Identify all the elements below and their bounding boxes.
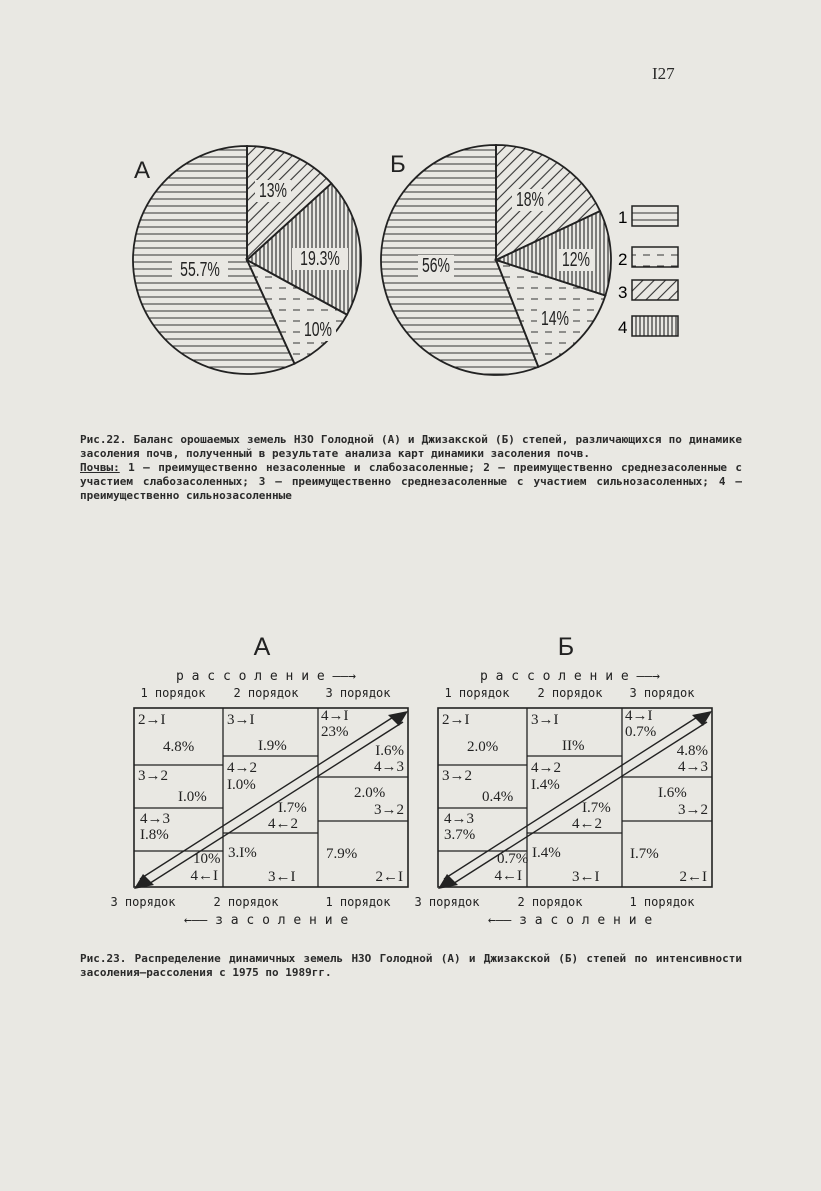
page-number: I27 — [652, 64, 675, 83]
pie-slice-label: 10% — [303, 317, 333, 341]
legend-label: 4 — [618, 318, 628, 337]
panel-title: Б — [557, 633, 575, 661]
matrix-cell-text: 3→2 — [442, 768, 472, 784]
matrix-cell-text: 4←I — [190, 868, 218, 884]
legend-item-1 — [618, 206, 678, 227]
bottom-order-label: 2 порядок — [213, 895, 279, 909]
matrix-cell-text: 4→I — [321, 708, 349, 724]
panel-title: А — [253, 633, 271, 661]
matrix-cell-text: I.7% — [278, 800, 307, 816]
matrix-cell-text: 4→3 — [678, 759, 708, 775]
matrix-cell-text: 4→2 — [227, 760, 257, 776]
matrix-cell-text: 3←I — [268, 869, 296, 885]
matrix-cell-text: I.7% — [630, 846, 659, 862]
matrix-cell-text: 3→2 — [138, 768, 168, 784]
pie-slice-label: 12% — [561, 247, 591, 271]
matrix-cell-text: 10% — [193, 851, 221, 867]
bottom-order-label: 3 порядок — [414, 895, 480, 909]
soils-label: Почвы: — [80, 461, 120, 474]
pie-chart-a — [133, 146, 361, 374]
bottom-order-label: 1 порядок — [325, 895, 391, 909]
top-order-label: 3 порядок — [325, 686, 391, 700]
soils-legend-text: 1 – преимущественно незасоленные и слабозасоленные; 2 – преимущественно среднезасоленные с участием слабозасоленных; 3 – преимущественно среднезасоленные с участием сильнозасоленных; 4 – преимущественно сильнозасоленные — [80, 461, 742, 502]
matrix-cell-text: I.0% — [178, 789, 207, 805]
matrix-cell-text: 3→I — [531, 712, 559, 728]
salination-label: ←—— з а с о л е н и е — [183, 913, 349, 928]
bottom-order-label: 1 порядок — [629, 895, 695, 909]
pie-slice-label: 55.7% — [180, 257, 220, 281]
bottom-order-label: 3 порядок — [110, 895, 176, 909]
top-order-label: 1 порядок — [444, 686, 510, 700]
salination-label: ←—— з а с о л е н и е — [487, 913, 653, 928]
figure-22-caption-text: Рис.22. Баланс орошаемых земель НЗО Голодной (А) и Джизакской (Б) степей, различающихся по динамике засоления почв, полученный в результате анализа карт динамики засоления почв. — [80, 433, 742, 460]
matrix-cell-text: I.9% — [258, 738, 287, 754]
legend-label: 2 — [618, 250, 628, 269]
matrix-cell-text: 23% — [321, 724, 349, 740]
panel-a — [110, 633, 408, 928]
legend-item-2 — [618, 247, 678, 269]
bottom-order-label: 2 порядок — [517, 895, 583, 909]
matrix-cell-text: 4→3 — [140, 811, 170, 827]
pie-slice-label: 14% — [540, 306, 570, 330]
pie-slice-label: 18% — [515, 187, 545, 211]
matrix-cell-text: I.7% — [582, 800, 611, 816]
matrix-cell-text: II% — [562, 738, 585, 754]
pie-slice-label: 56% — [421, 253, 451, 277]
matrix-cell-text: 4→3 — [444, 811, 474, 827]
matrix-cell-text: 4→2 — [531, 760, 561, 776]
matrix-cell-text: 3←I — [572, 869, 600, 885]
panel-b — [414, 633, 712, 928]
matrix-cell-text: 7.9% — [326, 846, 358, 862]
matrix-cell-text: 2→I — [442, 712, 470, 728]
pie-slice-label: 13% — [258, 178, 288, 202]
pie-chart-b — [381, 145, 611, 375]
pie-b-title: Б — [390, 151, 406, 178]
matrix-cell-text: 2.0% — [354, 785, 386, 801]
matrix-cell-text: 0.7% — [625, 724, 657, 740]
matrix-cell-text: 4→I — [625, 708, 653, 724]
matrix-cell-text: 2←I — [375, 869, 403, 885]
figure-23-flow-diagrams — [110, 625, 728, 930]
figure-23-caption-text: Рис.23. Распределение динамичных земель НЗО Голодной (А) и Джизакской (Б) степей по интенсивности засоления–рассоления с 1975 по 1989гг. — [80, 952, 742, 979]
matrix-cell-text: 4→3 — [374, 759, 404, 775]
desalination-label: р а с с о л е н и е ——→ — [175, 669, 357, 684]
pie-a-title: А — [134, 157, 151, 184]
matrix-cell-text: 3→I — [227, 712, 255, 728]
matrix-cell-text: I.4% — [532, 845, 561, 861]
top-order-label: 2 порядок — [233, 686, 299, 700]
desalination-label: р а с с о л е н и е ——→ — [479, 669, 661, 684]
top-order-label: 3 порядок — [629, 686, 695, 700]
matrix-cell-text: 3.7% — [444, 827, 476, 843]
legend-label: 1 — [618, 208, 628, 227]
pie-slice-label: 19.3% — [300, 246, 340, 270]
matrix-cell-text: 3→2 — [374, 802, 404, 818]
matrix-cell-text: 2.0% — [467, 739, 499, 755]
legend-item-4 — [618, 316, 678, 337]
matrix-cell-text: 0.7% — [497, 851, 529, 867]
matrix-cell-text: 3→2 — [678, 802, 708, 818]
matrix-cell-text: 4←2 — [268, 816, 298, 832]
matrix-cell-text: 4←I — [494, 868, 522, 884]
matrix-cell-text: I.6% — [658, 785, 687, 801]
matrix-cell-text: 3.I% — [228, 845, 257, 861]
matrix-cell-text: I.6% — [375, 743, 404, 759]
legend — [618, 206, 678, 337]
legend-label: 3 — [618, 283, 628, 302]
legend-item-3 — [618, 280, 678, 302]
matrix-cell-text: I.0% — [227, 777, 256, 793]
matrix-cell-text: 4←2 — [572, 816, 602, 832]
matrix-cell-text: I.4% — [531, 777, 560, 793]
figure-22-caption — [80, 433, 742, 503]
matrix-cell-text: 2←I — [679, 869, 707, 885]
matrix-cell-text: 4.8% — [163, 739, 195, 755]
matrix-cell-text: 0.4% — [482, 789, 514, 805]
top-order-label: 1 порядок — [140, 686, 206, 700]
matrix-cell-text: I.8% — [140, 827, 169, 843]
matrix-cell-text: 4.8% — [676, 743, 708, 759]
figure-22-pies — [110, 140, 690, 400]
matrix-cell-text: 2→I — [138, 712, 166, 728]
figure-23-caption — [80, 952, 742, 980]
top-order-label: 2 порядок — [537, 686, 603, 700]
